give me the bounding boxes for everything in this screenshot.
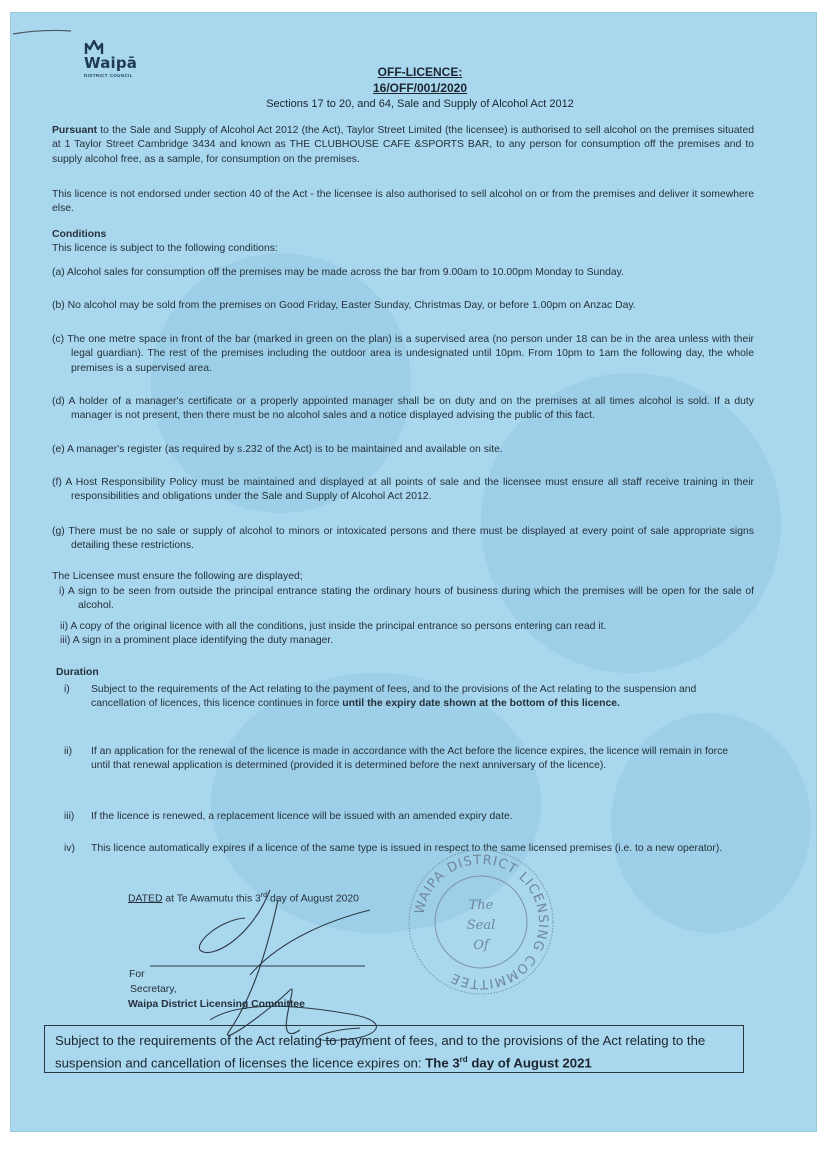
condition-item: (c) The one metre space in front of the bar (marked in green on the plan) is a supervised area (no person under 18 can be in the area unless with their legal guardian). The rest of the premises including the outdoor area is undesignated until 10pm. From 10pm to 1am the following day, the whole premises is a supervised area. [52, 334, 754, 374]
conditions-heading: Conditions [52, 229, 107, 240]
licence-number: 16/OFF/001/2020 [372, 81, 468, 95]
licence-sections: Sections 17 to 20, and 64, Sale and Supply of Alcohol Act 2012 [266, 98, 574, 110]
expiry-date-sup: rd [459, 1055, 468, 1064]
dated-place: at Te Awamutu this 3 [162, 893, 261, 905]
duration-number: iii) [64, 811, 75, 822]
displayed-item: i) A sign to be seen from outside the principal entrance stating the ordinary hours of business during which the premises will be open for the sale of alcohol. [59, 586, 754, 612]
condition-item: (g) There must be no sale or supply of alcohol to minors or intoxicated persons and there must be displayed at every point of sale appropriate signs detailing these restrictions. [52, 526, 754, 552]
licence-title: OFF-LICENCE: [377, 65, 463, 79]
watermark-circle [151, 253, 411, 513]
dated-rest: day of August 2020 [267, 893, 359, 905]
dated-sup: rd [260, 892, 268, 899]
expiry-text: Subject to the requirements of the Act relating to payment of fees, and to the provisions of the Act relating to the suspension and cancellation of licenses the licence expires on: [55, 1033, 706, 1071]
intro-paragraph [52, 124, 754, 167]
duration-text [91, 683, 731, 712]
expiry-date-rest: day of August 2021 [467, 1055, 592, 1071]
expiry-box [44, 1025, 744, 1073]
duration-number: ii) [64, 746, 73, 757]
seal-line-1: The [468, 898, 494, 913]
duration-number: iv) [64, 843, 75, 854]
conditions-lead: This licence is subject to the following conditions: [52, 243, 278, 254]
pen-mark-icon [11, 25, 81, 39]
duration-text-body: Subject to the requirements of the Act relating to the payment of fees, and to the provisions of the Act relating to the suspension and cancellation of licences, this licence continues in force [91, 684, 697, 710]
duration-text: This licence automatically expires if a licence of the same type is issued in respect to the same licensed premises (i.e. to a new operator). [91, 843, 723, 854]
seal-ring-text: WAIPA DISTRICT LICENSING COMMITTEE [412, 852, 551, 992]
logo-wordmark: Waipā [84, 54, 138, 72]
intro-text: to the Sale and Supply of Alcohol Act 2012 (the Act), Taylor Street Limited (the licensee) is authorised to sell alcohol on the premises situated at 1 Taylor Street Cambridge 3434 and known as THE CLUBHOUSE CAFE &SPORTS BAR, to any person for consumption off the premises and to supply alcohol free, as a sample, for consumption on the premises. [52, 125, 754, 165]
signature-role: Secretary, [130, 984, 177, 995]
logo-subtitle: DISTRICT COUNCIL [84, 73, 133, 78]
seal-line-3: Of [473, 938, 489, 953]
duration-number: i) [64, 684, 70, 695]
intro-lead-word: Pursuant [52, 125, 98, 136]
duration-text: If the licence is renewed, a replacement licence will be issued with an amended expiry date. [91, 811, 513, 822]
committee-seal-icon [406, 847, 556, 997]
displayed-item: iii) A sign in a prominent place identifying the duty manager. [60, 635, 334, 646]
duration-text-bold: until the expiry date shown at the bottom of this licence. [342, 698, 620, 710]
expiry-date-lead: The 3 [425, 1055, 460, 1071]
duration-text: If an application for the renewal of the licence is made in accordance with the Act before the licence expires, the licence will remain in force until that renewal application is determined (provided it is determined before the next anniversary of the licence). [91, 746, 729, 772]
displayed-item: ii) A copy of the original licence with all the conditions, just inside the principal entrance so persons entering can read it. [60, 621, 607, 632]
condition-item: (b) No alcohol may be sold from the premises on Good Friday, Easter Sunday, Christmas Day, or before 1.00pm on Anzac Day. [52, 300, 636, 311]
signature-committee: Waipa District Licensing Committee [128, 999, 305, 1010]
condition-item: (d) A holder of a manager's certificate or a properly appointed manager shall be on duty and on the premises at all times alcohol is sold. If a duty manager is not present, then there must be no alcohol sales and a notice displayed advising the public of this fact. [52, 396, 754, 422]
signature-for: For [129, 969, 145, 980]
displayed-lead: The Licensee must ensure the following are displayed; [52, 571, 303, 582]
seal-line-2: Seal [466, 918, 496, 933]
endorsement-paragraph: This licence is not endorsed under section 40 of the Act - the licensee is also authorised to sell alcohol on or from the premises and deliver it somewhere else. [52, 189, 754, 215]
condition-item: (a) Alcohol sales for consumption off the premises may be made across the bar from 9.00am to 10.00pm Monday to Sunday. [52, 267, 624, 278]
duration-heading: Duration [56, 667, 99, 678]
condition-item: (e) A manager's register (as required by s.232 of the Act) is to be maintained and available on site. [52, 444, 503, 455]
dated-word: DATED [128, 893, 163, 905]
condition-item: (f) A Host Responsibility Policy must be maintained and displayed at all points of sale and the licensee must ensure all staff receive training in their responsibilities and obligations under the Sale and Supply of Alcohol Act 2012. [52, 477, 754, 503]
council-logo [74, 40, 154, 92]
